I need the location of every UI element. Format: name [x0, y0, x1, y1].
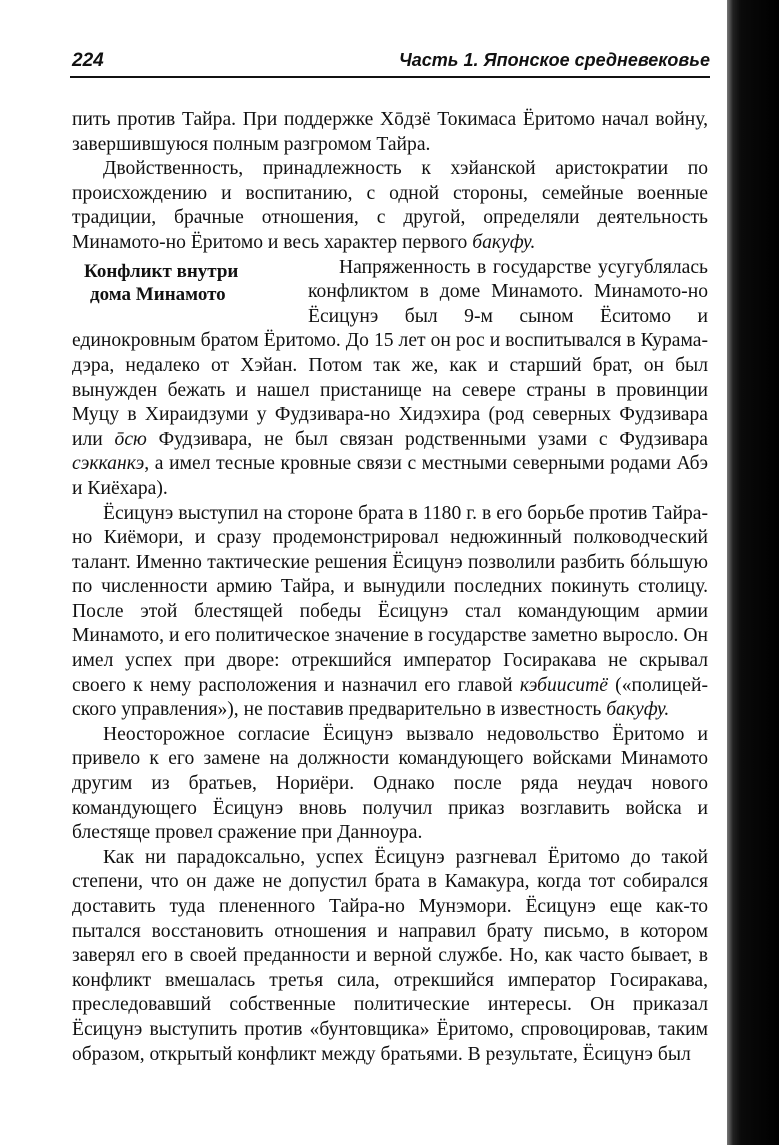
paragraph	[72, 108, 708, 157]
side-heading-line: дома Минамото	[90, 283, 226, 305]
text-segment: ōсю	[114, 428, 147, 450]
text-segment: Неосторожное согласие Ёсицунэ вызвало недовольство Ёритомо и привело к его замене на должности командующего войсками Минамото другим из братьев, Нориёри. Однако после ряда неудач нового командующего Ёсицунэ вновь получил приказ возглавить войска и блестяще провел сражение при Данноура.	[72, 723, 708, 844]
paragraph	[72, 256, 708, 502]
text-segment: Ёсицунэ выступил на стороне брата в 1180 г. в его борьбе против Тайра-но Киёмори, и сразу продемонстрировал недюжинный полководческий талант. Именно тактические решения Ёсицунэ позволили разбить бóльшую по численности армию Тайра, и вынудили последних покинуть столицу. После этой блестящей победы Ёсицунэ стал командующим армии Минамото, и его политическое значение в государстве заметно выросло. Он имел успех при дворе: отрекшийся император Госиракава не скрывал своего к нему расположения и назначил его главой	[72, 502, 708, 696]
text-segment: Фудзивара, не был связан родственными узами с Фудзивара	[146, 428, 708, 450]
running-title: Часть 1. Японское средневековье	[399, 50, 710, 70]
book-page	[70, 0, 710, 1145]
text-segment: («полицейского управления»), не поставив предварительно в известность	[72, 674, 708, 721]
text-segment: бакуфу.	[472, 231, 536, 253]
text-segment: пить против Тайра. При поддержке Хōдзё Токимаса Ёритомо начал войну, завершившуюся полным разгромом Тайра.	[72, 109, 708, 155]
paragraph	[72, 723, 708, 846]
body-text	[72, 108, 708, 1067]
side-heading	[72, 260, 294, 306]
paragraph	[72, 502, 708, 723]
paragraph	[72, 157, 708, 255]
text-segment: Как ни парадоксально, успех Ёсицунэ разгневал Ёритомо до такой степени, что он даже не допустил брата в Камакура, когда тот собирался доставить туда плененного Тайра-но Мунэмори. Ёсицунэ еще как-то пытался восстановить отношения и направил брату письмо, в котором заверял его в своей преданности и верной службе. Но, как часто бывает, в конфликт вмешалась третья сила, отрекшийся император Госиракава, преследовавший собственные политические интересы. Он приказал Ёсицунэ выступить против «бунтовщика» Ёритомо, спровоцировав, таким образом, открытый конфликт между братьями. В результате, Ёсицунэ был	[72, 846, 708, 1065]
text-segment: бакуфу.	[606, 699, 670, 721]
text-segment: кэбииситё	[519, 674, 608, 696]
text-segment: , а имел тесные кровные связи с местными северными родами Абэ и Киёхара).	[72, 453, 708, 499]
side-heading-line: Конфликт внутри	[84, 260, 239, 282]
paragraph	[72, 846, 708, 1067]
page-number: 224	[72, 50, 104, 71]
page-edge-shadow	[727, 0, 779, 1145]
page-header	[70, 48, 710, 78]
text-segment: Напряженность в государстве усугублялась конфликтом в доме Минамото. Минамото-но Ёсицунэ был 9-м сыном Ёситомо и единокровным братом Ёритомо. До 15 лет он рос и воспитывался в Курама-дэра, недалеко от Хэйан. Потом так же, как и старший брат, он был вынужден бежать и нашел пристанище на севере страны в провинции Муцу в Хираидзуми у Фудзивара-но Хидэхира (род северных Фудзивара или	[72, 256, 708, 450]
text-segment: сэкканкэ	[72, 453, 145, 475]
text-segment: Двойственность, принадлежность к хэйанской аристократии по происхождению и воспитанию, с одной стороны, семейные военные традиции, брачные отношения, с другой, определяли деятельность Минамото-но Ёритомо и весь характер первого	[72, 158, 708, 253]
